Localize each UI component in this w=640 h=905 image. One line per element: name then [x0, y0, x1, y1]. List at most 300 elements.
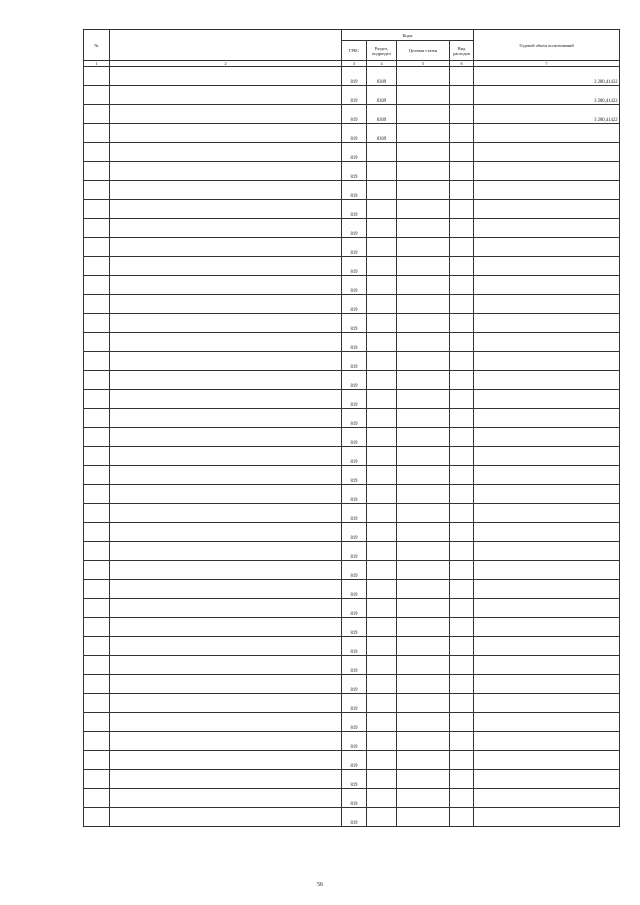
table-row	[84, 808, 620, 827]
row-grbs-cell: 819	[342, 333, 367, 352]
row-num-cell	[84, 409, 110, 428]
row-csr-cell	[397, 371, 450, 390]
row-vr-cell	[450, 732, 474, 751]
row-amount-cell	[474, 789, 620, 808]
row-grbs-cell: 819	[342, 694, 367, 713]
header-razdel: Раздел, подраздел	[367, 41, 397, 61]
row-amount-cell	[474, 770, 620, 789]
row-csr-cell	[397, 751, 450, 770]
row-csr-cell	[397, 181, 450, 200]
row-vr-cell	[450, 789, 474, 808]
row-csr-cell	[397, 523, 450, 542]
row-csr-cell	[397, 295, 450, 314]
row-csr-cell	[397, 390, 450, 409]
row-vr-cell	[450, 447, 474, 466]
row-csr-cell	[397, 105, 450, 124]
row-vr-cell	[450, 618, 474, 637]
row-name-cell	[110, 257, 342, 276]
table-row	[84, 694, 620, 713]
row-grbs-cell: 819	[342, 504, 367, 523]
row-num-cell	[84, 124, 110, 143]
row-csr-cell	[397, 656, 450, 675]
table-row	[84, 162, 620, 181]
column-number: 3	[342, 61, 367, 67]
row-amount-cell	[474, 352, 620, 371]
row-csr-cell	[397, 428, 450, 447]
row-num-cell	[84, 789, 110, 808]
row-num-cell	[84, 143, 110, 162]
row-razdel-cell	[367, 485, 397, 504]
row-grbs-cell: 819	[342, 808, 367, 827]
row-name-cell	[110, 466, 342, 485]
row-name-cell	[110, 428, 342, 447]
row-grbs-cell: 819	[342, 409, 367, 428]
row-grbs-cell: 819	[342, 314, 367, 333]
row-razdel-cell: 0309	[367, 86, 397, 105]
row-razdel-cell	[367, 618, 397, 637]
row-vr-cell	[450, 485, 474, 504]
table-row	[84, 599, 620, 618]
row-grbs-cell: 819	[342, 789, 367, 808]
row-grbs-cell: 819	[342, 580, 367, 599]
row-grbs-cell: 819	[342, 352, 367, 371]
row-num-cell	[84, 428, 110, 447]
row-razdel-cell	[367, 580, 397, 599]
row-num-cell	[84, 390, 110, 409]
table-row	[84, 751, 620, 770]
row-grbs-cell: 819	[342, 181, 367, 200]
row-name-cell	[110, 504, 342, 523]
row-num-cell	[84, 504, 110, 523]
row-vr-cell	[450, 808, 474, 827]
row-name-cell	[110, 238, 342, 257]
row-vr-cell	[450, 542, 474, 561]
row-razdel-cell	[367, 333, 397, 352]
table-row	[84, 428, 620, 447]
row-num-cell	[84, 333, 110, 352]
row-razdel-cell	[367, 542, 397, 561]
row-csr-cell	[397, 599, 450, 618]
row-name-cell	[110, 105, 342, 124]
row-num-cell	[84, 523, 110, 542]
row-csr-cell	[397, 618, 450, 637]
row-num-cell	[84, 276, 110, 295]
header-num: №	[84, 30, 110, 61]
row-grbs-cell: 819	[342, 200, 367, 219]
row-grbs-cell: 819	[342, 238, 367, 257]
row-amount-cell	[474, 504, 620, 523]
header-grbs: ГРБС	[342, 41, 367, 61]
row-grbs-cell: 819	[342, 124, 367, 143]
row-csr-cell	[397, 504, 450, 523]
row-grbs-cell: 819	[342, 656, 367, 675]
row-csr-cell	[397, 561, 450, 580]
row-csr-cell	[397, 86, 450, 105]
row-num-cell	[84, 295, 110, 314]
row-csr-cell	[397, 276, 450, 295]
row-name-cell	[110, 542, 342, 561]
row-razdel-cell	[367, 656, 397, 675]
row-vr-cell	[450, 694, 474, 713]
row-vr-cell	[450, 352, 474, 371]
row-vr-cell	[450, 561, 474, 580]
row-amount-cell	[474, 124, 620, 143]
row-name-cell	[110, 333, 342, 352]
row-razdel-cell	[367, 751, 397, 770]
row-grbs-cell: 819	[342, 713, 367, 732]
table-row	[84, 580, 620, 599]
row-name-cell	[110, 409, 342, 428]
row-grbs-cell: 819	[342, 770, 367, 789]
row-amount-cell	[474, 200, 620, 219]
row-razdel-cell	[367, 732, 397, 751]
row-csr-cell	[397, 732, 450, 751]
row-num-cell	[84, 466, 110, 485]
row-csr-cell	[397, 257, 450, 276]
row-grbs-cell: 819	[342, 637, 367, 656]
row-razdel-cell	[367, 181, 397, 200]
row-vr-cell	[450, 523, 474, 542]
page-number: 56	[317, 882, 323, 888]
row-name-cell	[110, 143, 342, 162]
row-amount-cell	[474, 580, 620, 599]
row-razdel-cell	[367, 276, 397, 295]
row-vr-cell	[450, 504, 474, 523]
row-name-cell	[110, 352, 342, 371]
row-csr-cell	[397, 333, 450, 352]
row-grbs-cell: 819	[342, 276, 367, 295]
row-num-cell	[84, 561, 110, 580]
row-name-cell	[110, 580, 342, 599]
row-num-cell	[84, 238, 110, 257]
column-number: 5	[397, 61, 450, 67]
row-grbs-cell: 819	[342, 599, 367, 618]
row-num-cell	[84, 67, 110, 86]
table-row	[84, 238, 620, 257]
column-number: 6	[450, 61, 474, 67]
row-csr-cell	[397, 143, 450, 162]
row-grbs-cell: 819	[342, 466, 367, 485]
row-amount-cell	[474, 713, 620, 732]
row-name-cell	[110, 485, 342, 504]
row-name-cell	[110, 390, 342, 409]
column-number: 2	[110, 61, 342, 67]
row-name-cell	[110, 770, 342, 789]
row-grbs-cell: 819	[342, 219, 367, 238]
row-razdel-cell	[367, 295, 397, 314]
table-row	[84, 219, 620, 238]
row-csr-cell	[397, 238, 450, 257]
row-vr-cell	[450, 257, 474, 276]
row-name-cell	[110, 295, 342, 314]
row-csr-cell	[397, 409, 450, 428]
row-razdel-cell	[367, 352, 397, 371]
column-number: 7	[474, 61, 620, 67]
row-num-cell	[84, 86, 110, 105]
row-csr-cell	[397, 352, 450, 371]
row-csr-cell	[397, 789, 450, 808]
row-razdel-cell	[367, 523, 397, 542]
table-row	[84, 124, 620, 143]
row-csr-cell	[397, 694, 450, 713]
row-num-cell	[84, 808, 110, 827]
row-num-cell	[84, 352, 110, 371]
row-vr-cell	[450, 409, 474, 428]
row-num-cell	[84, 656, 110, 675]
row-name-cell	[110, 523, 342, 542]
table-row	[84, 371, 620, 390]
row-vr-cell	[450, 162, 474, 181]
row-amount-cell	[474, 618, 620, 637]
row-razdel-cell	[367, 694, 397, 713]
budget-sheet	[83, 29, 619, 827]
table-row	[84, 105, 620, 124]
row-num-cell	[84, 371, 110, 390]
row-num-cell	[84, 105, 110, 124]
row-grbs-cell: 819	[342, 675, 367, 694]
row-razdel-cell	[367, 466, 397, 485]
row-vr-cell	[450, 86, 474, 105]
row-grbs-cell: 819	[342, 732, 367, 751]
table-row	[84, 713, 620, 732]
row-num-cell	[84, 770, 110, 789]
row-amount-cell	[474, 143, 620, 162]
row-amount-cell	[474, 599, 620, 618]
row-num-cell	[84, 181, 110, 200]
row-razdel-cell: 0309	[367, 67, 397, 86]
row-vr-cell	[450, 713, 474, 732]
row-amount-cell: 3 280,41422	[474, 86, 620, 105]
row-num-cell	[84, 599, 110, 618]
row-razdel-cell: 0309	[367, 124, 397, 143]
table-row	[84, 637, 620, 656]
row-razdel-cell	[367, 599, 397, 618]
row-amount-cell	[474, 181, 620, 200]
row-amount-cell: 3 280,41422	[474, 67, 620, 86]
row-amount-cell	[474, 314, 620, 333]
column-number: 1	[84, 61, 110, 67]
row-num-cell	[84, 219, 110, 238]
row-amount-cell	[474, 751, 620, 770]
row-razdel-cell	[367, 770, 397, 789]
row-csr-cell	[397, 485, 450, 504]
row-num-cell	[84, 580, 110, 599]
row-num-cell	[84, 257, 110, 276]
row-razdel-cell	[367, 789, 397, 808]
row-csr-cell	[397, 314, 450, 333]
row-name-cell	[110, 694, 342, 713]
row-vr-cell	[450, 637, 474, 656]
row-grbs-cell: 819	[342, 295, 367, 314]
row-amount-cell	[474, 523, 620, 542]
table-header	[84, 30, 620, 67]
row-name-cell	[110, 181, 342, 200]
table-row	[84, 466, 620, 485]
row-razdel-cell	[367, 675, 397, 694]
row-num-cell	[84, 675, 110, 694]
row-vr-cell	[450, 238, 474, 257]
table-row	[84, 561, 620, 580]
table-row	[84, 390, 620, 409]
row-razdel-cell: 0309	[367, 105, 397, 124]
row-razdel-cell	[367, 428, 397, 447]
row-grbs-cell: 819	[342, 428, 367, 447]
row-amount-cell: 3 280,41422	[474, 105, 620, 124]
row-name-cell	[110, 808, 342, 827]
row-grbs-cell: 819	[342, 162, 367, 181]
row-name-cell	[110, 618, 342, 637]
row-name-cell	[110, 67, 342, 86]
row-num-cell	[84, 637, 110, 656]
row-csr-cell	[397, 67, 450, 86]
table-row	[84, 732, 620, 751]
row-csr-cell	[397, 447, 450, 466]
row-num-cell	[84, 542, 110, 561]
row-vr-cell	[450, 314, 474, 333]
table-row	[84, 789, 620, 808]
row-name-cell	[110, 599, 342, 618]
row-razdel-cell	[367, 162, 397, 181]
table-row	[84, 257, 620, 276]
row-num-cell	[84, 618, 110, 637]
table-row	[84, 675, 620, 694]
row-grbs-cell: 819	[342, 390, 367, 409]
row-csr-cell	[397, 808, 450, 827]
row-grbs-cell: 819	[342, 618, 367, 637]
row-vr-cell	[450, 276, 474, 295]
table-row	[84, 504, 620, 523]
row-csr-cell	[397, 200, 450, 219]
row-grbs-cell: 819	[342, 105, 367, 124]
row-grbs-cell: 819	[342, 67, 367, 86]
row-num-cell	[84, 751, 110, 770]
row-amount-cell	[474, 371, 620, 390]
row-amount-cell	[474, 295, 620, 314]
row-name-cell	[110, 751, 342, 770]
row-name-cell	[110, 219, 342, 238]
row-amount-cell	[474, 656, 620, 675]
row-name-cell	[110, 656, 342, 675]
row-csr-cell	[397, 770, 450, 789]
row-vr-cell	[450, 599, 474, 618]
row-name-cell	[110, 314, 342, 333]
row-name-cell	[110, 561, 342, 580]
row-num-cell	[84, 314, 110, 333]
table-row	[84, 485, 620, 504]
row-grbs-cell: 819	[342, 257, 367, 276]
row-razdel-cell	[367, 561, 397, 580]
table-row	[84, 447, 620, 466]
header-vr: Вид расходов	[450, 41, 474, 61]
row-amount-cell	[474, 447, 620, 466]
row-vr-cell	[450, 428, 474, 447]
table-row	[84, 143, 620, 162]
row-vr-cell	[450, 675, 474, 694]
row-grbs-cell: 819	[342, 523, 367, 542]
row-name-cell	[110, 371, 342, 390]
table-row	[84, 314, 620, 333]
table-row	[84, 276, 620, 295]
row-name-cell	[110, 86, 342, 105]
row-grbs-cell: 819	[342, 86, 367, 105]
row-amount-cell	[474, 466, 620, 485]
row-razdel-cell	[367, 371, 397, 390]
row-name-cell	[110, 162, 342, 181]
row-vr-cell	[450, 219, 474, 238]
row-razdel-cell	[367, 713, 397, 732]
table-row	[84, 409, 620, 428]
row-name-cell	[110, 713, 342, 732]
row-csr-cell	[397, 542, 450, 561]
row-num-cell	[84, 732, 110, 751]
row-name-cell	[110, 447, 342, 466]
table-row	[84, 86, 620, 105]
row-name-cell	[110, 675, 342, 694]
row-razdel-cell	[367, 390, 397, 409]
row-num-cell	[84, 200, 110, 219]
row-amount-cell	[474, 409, 620, 428]
budget-table	[83, 29, 620, 827]
row-vr-cell	[450, 580, 474, 599]
row-amount-cell	[474, 542, 620, 561]
row-vr-cell	[450, 371, 474, 390]
row-vr-cell	[450, 143, 474, 162]
row-razdel-cell	[367, 314, 397, 333]
row-amount-cell	[474, 675, 620, 694]
row-razdel-cell	[367, 200, 397, 219]
table-row	[84, 200, 620, 219]
row-razdel-cell	[367, 637, 397, 656]
row-razdel-cell	[367, 409, 397, 428]
row-vr-cell	[450, 656, 474, 675]
row-razdel-cell	[367, 143, 397, 162]
table-row	[84, 656, 620, 675]
row-vr-cell	[450, 333, 474, 352]
row-vr-cell	[450, 390, 474, 409]
row-csr-cell	[397, 713, 450, 732]
row-csr-cell	[397, 637, 450, 656]
table-row	[84, 333, 620, 352]
row-razdel-cell	[367, 219, 397, 238]
row-grbs-cell: 819	[342, 143, 367, 162]
row-csr-cell	[397, 580, 450, 599]
row-grbs-cell: 819	[342, 371, 367, 390]
row-amount-cell	[474, 561, 620, 580]
row-grbs-cell: 819	[342, 542, 367, 561]
header-amount: Годовой объем ассигнований	[474, 30, 620, 61]
row-grbs-cell: 819	[342, 485, 367, 504]
row-amount-cell	[474, 333, 620, 352]
row-grbs-cell: 819	[342, 447, 367, 466]
row-amount-cell	[474, 238, 620, 257]
row-vr-cell	[450, 770, 474, 789]
row-amount-cell	[474, 637, 620, 656]
row-amount-cell	[474, 390, 620, 409]
row-name-cell	[110, 637, 342, 656]
header-codes: Коды	[342, 30, 474, 41]
table-row	[84, 67, 620, 86]
row-vr-cell	[450, 124, 474, 143]
row-amount-cell	[474, 257, 620, 276]
row-csr-cell	[397, 124, 450, 143]
row-num-cell	[84, 447, 110, 466]
row-amount-cell	[474, 485, 620, 504]
table-row	[84, 352, 620, 371]
row-name-cell	[110, 124, 342, 143]
row-amount-cell	[474, 219, 620, 238]
table-row	[84, 181, 620, 200]
row-vr-cell	[450, 466, 474, 485]
